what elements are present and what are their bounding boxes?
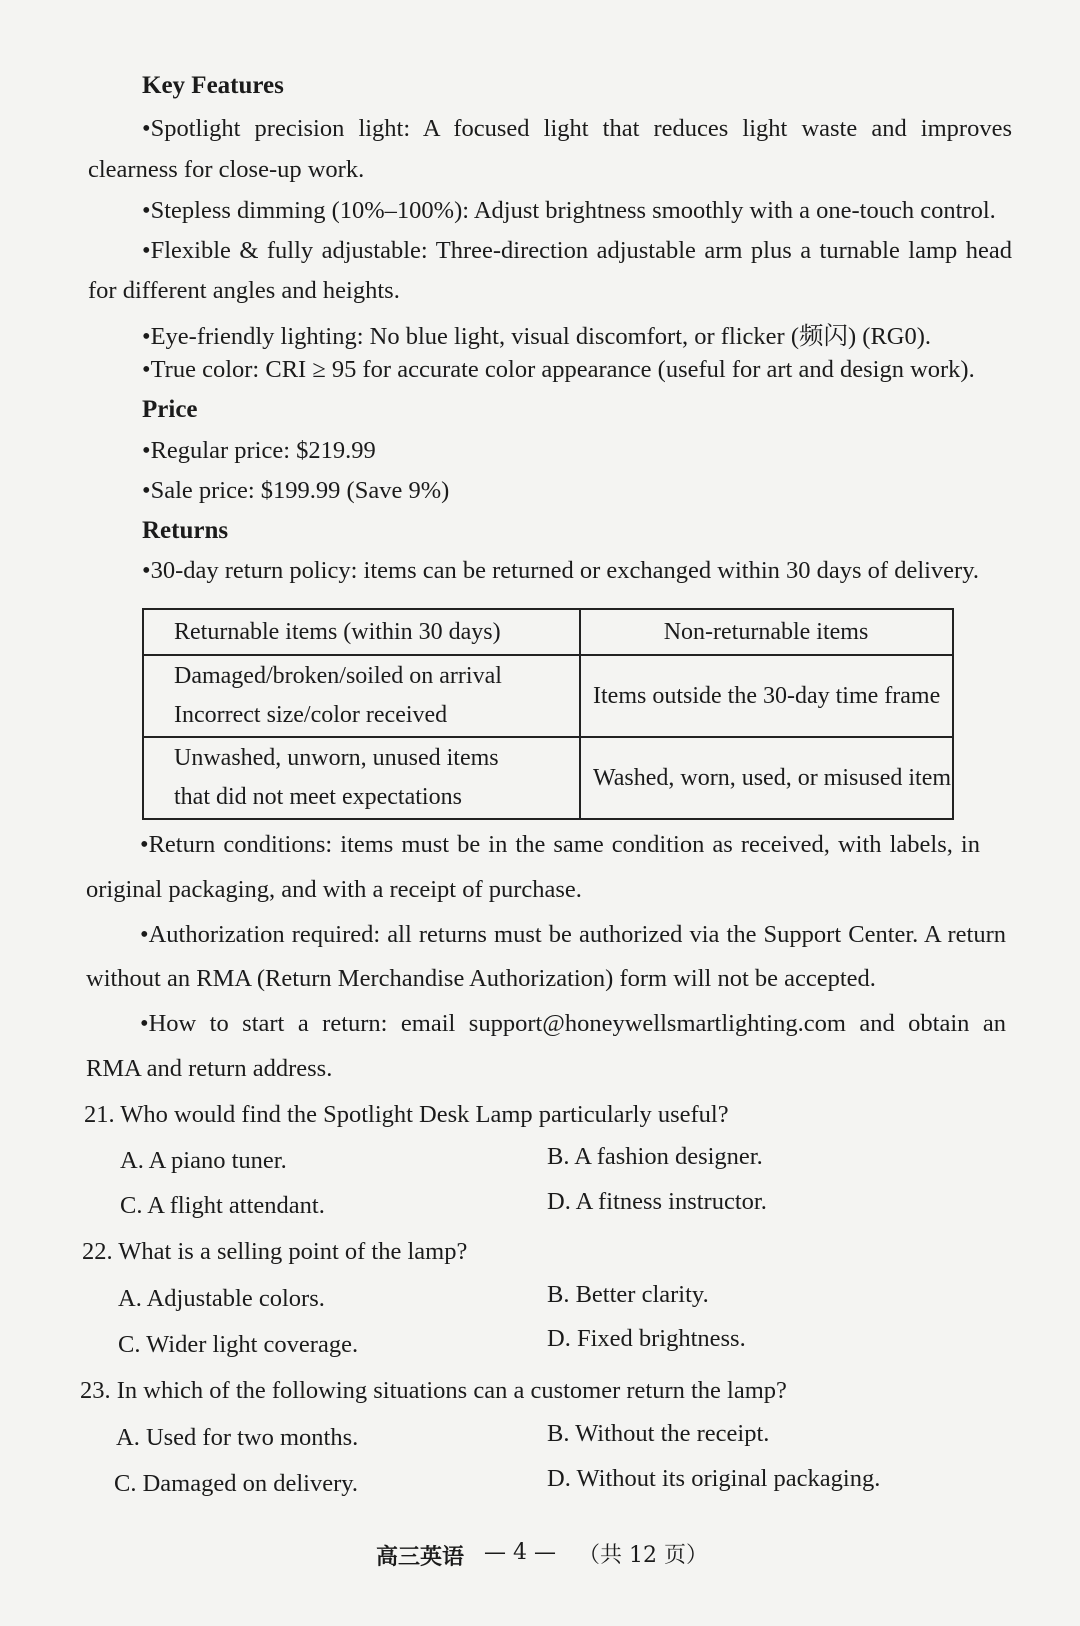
key-features-heading: Key Features bbox=[142, 72, 284, 99]
feature-item-spotlight-line2: clearness for close-up work. bbox=[88, 156, 365, 183]
question-22-option-d: D. Fixed brightness. bbox=[547, 1325, 746, 1352]
feature-item-adjustable-line2: for different angles and heights. bbox=[88, 277, 400, 304]
table-row bbox=[143, 737, 953, 819]
table-row bbox=[143, 655, 953, 737]
return-policy: •30-day return policy: items can be returned or exchanged within 30 days of delivery. bbox=[142, 557, 979, 584]
feature-item-true-color: •True color: CRI ≥ 95 for accurate color appearance (useful for art and design work). bbox=[142, 356, 975, 383]
question-21-option-b: B. A fashion designer. bbox=[547, 1143, 763, 1170]
feature-item-spotlight-line1: •Spotlight precision light: A focused light that reduces light waste and improves bbox=[142, 115, 1012, 142]
how-to-return-line1: •How to start a return: email support@honeywellsmartlighting.com and obtain an bbox=[140, 1010, 1006, 1037]
returnable-header: Returnable items (within 30 days) bbox=[143, 609, 580, 655]
returnable-cell bbox=[143, 737, 580, 819]
footer-subject: 高三英语 bbox=[376, 1544, 465, 1570]
returnable-item: that did not meet expectations bbox=[174, 784, 462, 810]
returnable-item: Damaged/broken/soiled on arrival bbox=[174, 663, 502, 689]
question-23-option-b: B. Without the receipt. bbox=[547, 1420, 770, 1447]
question-22-option-c: C. Wider light coverage. bbox=[118, 1331, 359, 1358]
non-returnable-cell: Items outside the 30-day time frame bbox=[580, 655, 953, 737]
non-returnable-header: Non-returnable items bbox=[580, 609, 953, 655]
feature-item-eye-friendly: •Eye-friendly lighting: No blue light, visual discomfort, or flicker (频闪) (RG0). bbox=[142, 323, 932, 350]
returnable-cell bbox=[143, 655, 580, 737]
returns-heading: Returns bbox=[142, 517, 229, 544]
question-21-option-d: D. A fitness instructor. bbox=[547, 1188, 767, 1215]
footer-page-number: — 4 — bbox=[484, 1540, 556, 1565]
question-21-stem: 21. Who would find the Spotlight Desk Lamp particularly useful? bbox=[84, 1101, 729, 1128]
question-21-option-c: C. A flight attendant. bbox=[120, 1192, 325, 1219]
returns-table-header-row bbox=[143, 609, 953, 655]
return-conditions-line2: original packaging, and with a receipt of purchase. bbox=[86, 876, 582, 903]
question-22-option-b: B. Better clarity. bbox=[547, 1281, 709, 1308]
feature-item-adjustable-line1: •Flexible & fully adjustable: Three-direction adjustable arm plus a turnable lamp head bbox=[142, 237, 1012, 264]
question-22-option-a: A. Adjustable colors. bbox=[118, 1285, 325, 1312]
question-21-option-a: A. A piano tuner. bbox=[120, 1147, 287, 1174]
authorization-line2: without an RMA (Return Merchandise Authorization) form will not be accepted. bbox=[86, 965, 876, 992]
question-22-stem: 22. What is a selling point of the lamp? bbox=[82, 1238, 468, 1265]
returns-table bbox=[142, 608, 954, 820]
feature-item-dimming: •Stepless dimming (10%–100%): Adjust brightness smoothly with a one-touch control. bbox=[142, 197, 996, 224]
return-conditions-line1: •Return conditions: items must be in the same condition as received, with labels, in bbox=[140, 831, 980, 858]
returnable-item: Unwashed, unworn, unused items bbox=[174, 745, 499, 771]
how-to-return-line2: RMA and return address. bbox=[86, 1055, 333, 1082]
question-23-stem: 23. In which of the following situations can a customer return the lamp? bbox=[80, 1377, 787, 1404]
sale-price: •Sale price: $199.99 (Save 9%) bbox=[142, 477, 450, 504]
question-23-option-a: A. Used for two months. bbox=[116, 1424, 359, 1451]
question-23-option-d: D. Without its original packaging. bbox=[547, 1465, 881, 1492]
regular-price: •Regular price: $219.99 bbox=[142, 437, 376, 464]
returnable-item: Incorrect size/color received bbox=[174, 702, 448, 728]
question-23-option-c: C. Damaged on delivery. bbox=[114, 1470, 359, 1497]
non-returnable-cell: Washed, worn, used, or misused item bbox=[580, 737, 953, 819]
price-heading: Price bbox=[142, 396, 198, 423]
authorization-line1: •Authorization required: all returns must be authorized via the Support Center. A return bbox=[140, 921, 1006, 948]
footer-total-pages: （共 12 页） bbox=[578, 1543, 708, 1568]
